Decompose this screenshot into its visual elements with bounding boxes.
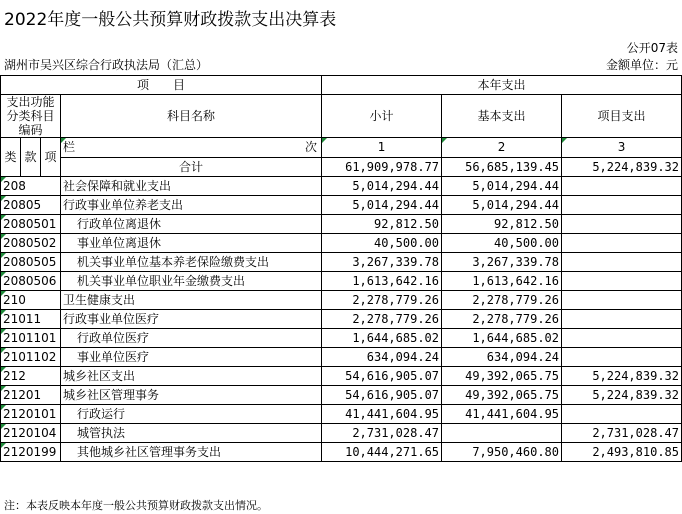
row-code: 2120104 bbox=[1, 424, 61, 443]
row-project bbox=[562, 329, 682, 348]
col-num-2: 2 bbox=[442, 138, 562, 158]
total-row bbox=[1, 157, 682, 177]
row-project bbox=[562, 405, 682, 424]
row-name: 行政单位医疗 bbox=[61, 329, 322, 348]
table-row bbox=[1, 234, 682, 253]
row-subtotal: 1,613,642.16 bbox=[322, 272, 442, 291]
row-name: 城管执法 bbox=[61, 424, 322, 443]
table-row bbox=[1, 215, 682, 234]
row-basic: 49,392,065.75 bbox=[442, 367, 562, 386]
row-subtotal: 2,278,779.26 bbox=[322, 291, 442, 310]
row-name: 行政运行 bbox=[61, 405, 322, 424]
row-code: 2080505 bbox=[1, 253, 61, 272]
row-project bbox=[562, 348, 682, 367]
row-project: 2,493,810.85 bbox=[562, 443, 682, 462]
table-row bbox=[1, 253, 682, 272]
header-lei: 类 bbox=[1, 138, 21, 177]
row-project bbox=[562, 310, 682, 329]
row-basic bbox=[442, 424, 562, 443]
row-basic: 634,094.24 bbox=[442, 348, 562, 367]
row-basic: 2,278,779.26 bbox=[442, 291, 562, 310]
row-subtotal: 92,812.50 bbox=[322, 215, 442, 234]
header-project: 项目支出 bbox=[562, 95, 682, 138]
total-subtotal: 61,909,978.77 bbox=[322, 157, 442, 177]
row-basic: 1,644,685.02 bbox=[442, 329, 562, 348]
row-basic: 5,014,294.44 bbox=[442, 177, 562, 196]
row-code: 20805 bbox=[1, 196, 61, 215]
col-num-1: 1 bbox=[322, 138, 442, 158]
row-project bbox=[562, 177, 682, 196]
row-code: 212 bbox=[1, 367, 61, 386]
row-subtotal: 10,444,271.65 bbox=[322, 443, 442, 462]
row-subtotal: 3,267,339.78 bbox=[322, 253, 442, 272]
table-row bbox=[1, 291, 682, 310]
row-code: 2120199 bbox=[1, 443, 61, 462]
row-code: 21201 bbox=[1, 386, 61, 405]
row-subtotal: 54,616,905.07 bbox=[322, 367, 442, 386]
ci-label: 次 bbox=[305, 140, 318, 155]
row-subtotal: 41,441,604.95 bbox=[322, 405, 442, 424]
footnote: 注：本表反映本年度一般公共预算财政拨款支出情况。 bbox=[4, 499, 268, 512]
row-project bbox=[562, 253, 682, 272]
row-project bbox=[562, 215, 682, 234]
header-row-2 bbox=[1, 95, 682, 138]
table-row bbox=[1, 348, 682, 367]
row-subtotal: 5,014,294.44 bbox=[322, 177, 442, 196]
row-name: 事业单位离退休 bbox=[61, 234, 322, 253]
header-item: 项 目 bbox=[1, 76, 322, 95]
row-name: 机关事业单位职业年金缴费支出 bbox=[61, 272, 322, 291]
row-name: 行政单位离退休 bbox=[61, 215, 322, 234]
row-code: 2120101 bbox=[1, 405, 61, 424]
row-name: 其他城乡社区管理事务支出 bbox=[61, 443, 322, 462]
table-row bbox=[1, 196, 682, 215]
header-row-1 bbox=[1, 76, 682, 95]
form-code: 公开07表 bbox=[626, 41, 678, 55]
row-basic: 40,500.00 bbox=[442, 234, 562, 253]
row-subtotal: 2,731,028.47 bbox=[322, 424, 442, 443]
row-subtotal: 2,278,779.26 bbox=[322, 310, 442, 329]
expenditure-table bbox=[0, 75, 682, 462]
row-project: 2,731,028.47 bbox=[562, 424, 682, 443]
header-xiang: 项 bbox=[41, 138, 61, 177]
table-row bbox=[1, 424, 682, 443]
row-code: 210 bbox=[1, 291, 61, 310]
header-subtotal: 小计 bbox=[322, 95, 442, 138]
amount-unit: 金额单位：元 bbox=[605, 58, 678, 72]
row-basic: 92,812.50 bbox=[442, 215, 562, 234]
table-row bbox=[1, 405, 682, 424]
row-subtotal: 1,644,685.02 bbox=[322, 329, 442, 348]
row-name: 城乡社区管理事务 bbox=[61, 386, 322, 405]
row-code: 2080506 bbox=[1, 272, 61, 291]
table-row bbox=[1, 310, 682, 329]
lan-ci-cell bbox=[61, 138, 322, 158]
row-project bbox=[562, 234, 682, 253]
row-basic: 5,014,294.44 bbox=[442, 196, 562, 215]
header-subject-name: 科目名称 bbox=[61, 95, 322, 138]
row-name: 机关事业单位基本养老保险缴费支出 bbox=[61, 253, 322, 272]
row-code: 208 bbox=[1, 177, 61, 196]
row-subtotal: 54,616,905.07 bbox=[322, 386, 442, 405]
row-project: 5,224,839.32 bbox=[562, 386, 682, 405]
table-row bbox=[1, 329, 682, 348]
header-current-year: 本年支出 bbox=[322, 76, 682, 95]
header-func-class: 支出功能分类科目编码 bbox=[1, 95, 61, 138]
row-code: 2080502 bbox=[1, 234, 61, 253]
organization-name: 湖州市吴兴区综合行政执法局（汇总） bbox=[4, 58, 209, 72]
header-kuan: 款 bbox=[21, 138, 41, 177]
table-row bbox=[1, 367, 682, 386]
total-basic: 56,685,139.45 bbox=[442, 157, 562, 177]
row-basic: 7,950,460.80 bbox=[442, 443, 562, 462]
row-project bbox=[562, 291, 682, 310]
row-name: 行政事业单位养老支出 bbox=[61, 196, 322, 215]
col-num-3: 3 bbox=[562, 138, 682, 158]
row-project bbox=[562, 196, 682, 215]
row-name: 行政事业单位医疗 bbox=[61, 310, 322, 329]
row-name: 卫生健康支出 bbox=[61, 291, 322, 310]
header-basic: 基本支出 bbox=[442, 95, 562, 138]
row-basic: 41,441,604.95 bbox=[442, 405, 562, 424]
table-row bbox=[1, 386, 682, 405]
row-name: 事业单位医疗 bbox=[61, 348, 322, 367]
row-project: 5,224,839.32 bbox=[562, 367, 682, 386]
total-label: 合计 bbox=[61, 157, 322, 177]
row-name: 社会保障和就业支出 bbox=[61, 177, 322, 196]
row-basic: 49,392,065.75 bbox=[442, 386, 562, 405]
row-code: 21011 bbox=[1, 310, 61, 329]
row-subtotal: 40,500.00 bbox=[322, 234, 442, 253]
row-subtotal: 5,014,294.44 bbox=[322, 196, 442, 215]
row-basic: 2,278,779.26 bbox=[442, 310, 562, 329]
row-code: 2101101 bbox=[1, 329, 61, 348]
table-row bbox=[1, 177, 682, 196]
row-subtotal: 634,094.24 bbox=[322, 348, 442, 367]
row-code: 2101102 bbox=[1, 348, 61, 367]
lan-label: 栏 bbox=[63, 140, 76, 155]
table-row bbox=[1, 443, 682, 462]
table-row bbox=[1, 272, 682, 291]
row-name: 城乡社区支出 bbox=[61, 367, 322, 386]
row-code: 2080501 bbox=[1, 215, 61, 234]
row-project bbox=[562, 272, 682, 291]
total-project: 5,224,839.32 bbox=[562, 157, 682, 177]
row-basic: 1,613,642.16 bbox=[442, 272, 562, 291]
header-row-3 bbox=[1, 138, 682, 158]
page-title: 2022年度一般公共预算财政拨款支出决算表 bbox=[4, 10, 337, 30]
row-basic: 3,267,339.78 bbox=[442, 253, 562, 272]
